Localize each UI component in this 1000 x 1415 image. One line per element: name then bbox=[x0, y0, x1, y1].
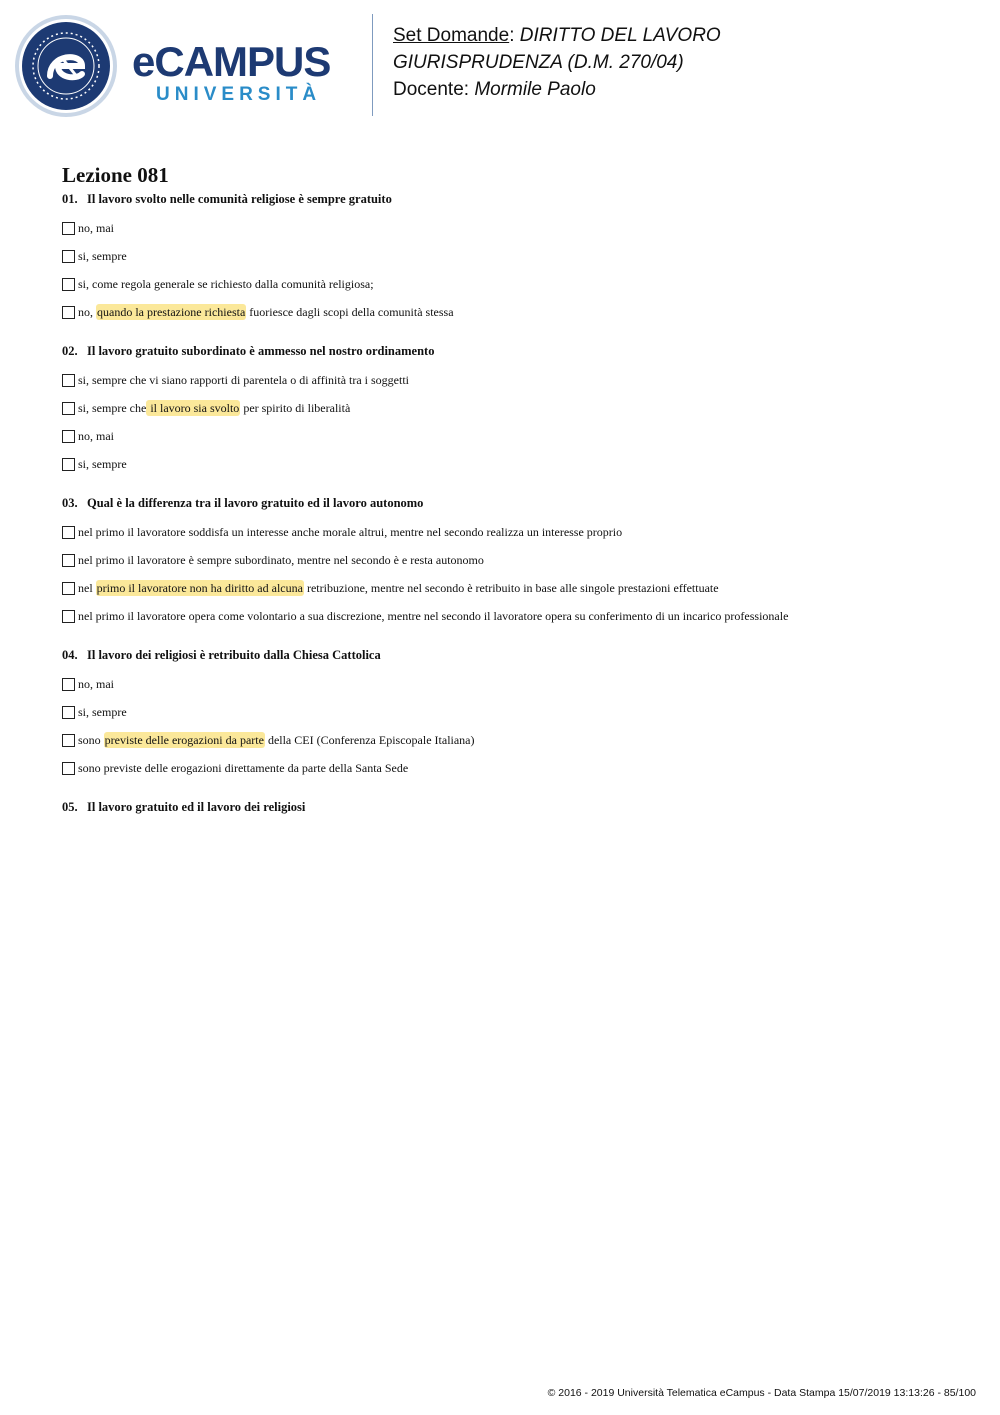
answer-highlight: previste delle erogazioni da parte bbox=[104, 732, 264, 747]
answer-option[interactable] bbox=[62, 276, 962, 292]
answer-checkbox[interactable] bbox=[62, 306, 75, 319]
answer-label bbox=[78, 221, 114, 236]
answer-checkbox[interactable] bbox=[62, 734, 75, 747]
answer-label bbox=[78, 581, 719, 596]
answer-option[interactable] bbox=[62, 524, 962, 540]
answer-label bbox=[78, 705, 127, 720]
course-value: GIURISPRUDENZA (D.M. 270/04) bbox=[393, 52, 684, 73]
answer-option[interactable] bbox=[62, 248, 962, 264]
question-text: Qual è la differenza tra il lavoro gratuito ed il lavoro autonomo bbox=[87, 496, 424, 510]
answer-text-pre: nel bbox=[78, 580, 96, 595]
answer-option[interactable] bbox=[62, 732, 962, 748]
answer-text-post: per spirito di liberalità bbox=[240, 400, 351, 415]
answer-text-pre: nel primo il lavoratore soddisfa un interesse anche morale altrui, mentre nel secondo realizza un interesse proprio bbox=[78, 524, 623, 539]
question-number: 04. bbox=[62, 648, 78, 662]
answer-text-pre: no, mai bbox=[78, 676, 114, 691]
teacher-label: Docente: bbox=[393, 79, 470, 100]
answer-checkbox[interactable] bbox=[62, 526, 75, 539]
answer-text-pre: si, sempre bbox=[78, 704, 127, 719]
answer-text-pre: no, mai bbox=[78, 428, 114, 443]
lesson-title: Lezione 081 bbox=[62, 163, 169, 187]
set-line: Set Domande: DIRITTO DEL LAVORO bbox=[393, 25, 721, 46]
answer-text-pre: si, come regola generale se richiesto dalla comunità religiosa; bbox=[78, 276, 374, 291]
answer-option[interactable] bbox=[62, 704, 962, 720]
page-header bbox=[0, 0, 1000, 130]
question-list bbox=[62, 190, 962, 816]
answer-highlight: quando la prestazione richiesta bbox=[97, 304, 246, 319]
question bbox=[62, 494, 962, 624]
answer-checkbox[interactable] bbox=[62, 278, 75, 291]
answer-label bbox=[78, 305, 454, 320]
question-text: Il lavoro gratuito subordinato è ammesso nel nostro ordinamento bbox=[87, 344, 435, 358]
question-text: Il lavoro svolto nelle comunità religiose è sempre gratuito bbox=[87, 192, 392, 206]
answer-option[interactable] bbox=[62, 760, 962, 776]
logo-main-text: eCAMPUS bbox=[132, 38, 331, 85]
quiz-content bbox=[62, 160, 962, 816]
answer-checkbox[interactable] bbox=[62, 706, 75, 719]
question-title bbox=[62, 190, 962, 208]
answer-text-post: fuoriesce dagli scopi della comunità stessa bbox=[246, 304, 454, 319]
answer-highlight: il lavoro sia svolto bbox=[147, 400, 240, 415]
answer-option[interactable] bbox=[62, 580, 962, 596]
answer-checkbox[interactable] bbox=[62, 222, 75, 235]
question-title bbox=[62, 798, 962, 816]
answer-text-pre: si, sempre bbox=[78, 456, 127, 471]
question-number: 02. bbox=[62, 344, 78, 358]
ecampus-wordmark bbox=[132, 40, 330, 106]
set-label: Set Domande bbox=[393, 25, 510, 46]
answer-checkbox[interactable] bbox=[62, 430, 75, 443]
question-text: Il lavoro gratuito ed il lavoro dei religiosi bbox=[87, 800, 306, 814]
answer-label bbox=[78, 609, 788, 624]
ecampus-seal-logo bbox=[14, 14, 118, 118]
answer-label bbox=[78, 401, 350, 416]
answer-highlight: primo il lavoratore non ha diritto ad alcuna bbox=[96, 580, 303, 595]
logo-sub-text: UNIVERSITÀ bbox=[156, 84, 322, 105]
set-value: DIRITTO DEL LAVORO bbox=[519, 25, 721, 46]
answer-text-pre: si, sempre bbox=[78, 248, 127, 263]
question-number: 05. bbox=[62, 800, 78, 814]
answer-label bbox=[78, 525, 622, 540]
answer-label bbox=[78, 457, 127, 472]
answer-checkbox[interactable] bbox=[62, 458, 75, 471]
question bbox=[62, 342, 962, 472]
question bbox=[62, 646, 962, 776]
answer-text-pre: no, bbox=[78, 304, 96, 319]
answer-text-pre: nel primo il lavoratore è sempre subordinato, mentre nel secondo è e resta autonomo bbox=[78, 552, 484, 567]
answer-text-pre: sono previste delle erogazioni direttamente da parte della Santa Sede bbox=[78, 760, 409, 775]
answer-text-pre: nel primo il lavoratore opera come volontario a sua discrezione, mentre nel secondo il lavoratore opera su conferimento di un incarico professionale bbox=[78, 608, 789, 623]
header-separator bbox=[372, 14, 373, 116]
answer-checkbox[interactable] bbox=[62, 582, 75, 595]
answer-checkbox[interactable] bbox=[62, 610, 75, 623]
answer-option[interactable] bbox=[62, 608, 962, 624]
answer-option[interactable] bbox=[62, 552, 962, 568]
answer-option[interactable] bbox=[62, 676, 962, 692]
page-footer: © 2016 - 2019 Università Telematica eCampus - Data Stampa 15/07/2019 13:13:26 - 85/100 bbox=[547, 1387, 976, 1399]
question-number: 03. bbox=[62, 496, 78, 510]
question bbox=[62, 798, 962, 816]
answer-text-post: retribuzione, mentre nel secondo è retribuito in base alle singole prestazioni effettuate bbox=[303, 580, 719, 595]
answer-label bbox=[78, 733, 475, 748]
answer-text-pre: si, sempre che vi siano rapporti di parentela o di affinità tra i soggetti bbox=[78, 372, 410, 387]
answer-label bbox=[78, 429, 114, 444]
question-title bbox=[62, 646, 962, 664]
answer-checkbox[interactable] bbox=[62, 678, 75, 691]
answer-label bbox=[78, 677, 114, 692]
answer-checkbox[interactable] bbox=[62, 402, 75, 415]
question bbox=[62, 190, 962, 320]
header-info bbox=[393, 22, 721, 103]
answer-label bbox=[78, 277, 374, 292]
answer-checkbox[interactable] bbox=[62, 374, 75, 387]
answer-label bbox=[78, 761, 408, 776]
question-text: Il lavoro dei religiosi è retribuito dalla Chiesa Cattolica bbox=[87, 648, 381, 662]
question-number: 01. bbox=[62, 192, 78, 206]
answer-option[interactable] bbox=[62, 372, 962, 388]
answer-option[interactable] bbox=[62, 304, 962, 320]
answer-label bbox=[78, 373, 409, 388]
course-line bbox=[393, 49, 721, 76]
question-title bbox=[62, 342, 962, 360]
answer-checkbox[interactable] bbox=[62, 250, 75, 263]
answer-option[interactable] bbox=[62, 456, 962, 472]
answer-text-pre: si, sempre che bbox=[78, 400, 147, 415]
teacher-value: Mormile Paolo bbox=[474, 79, 596, 100]
answer-text-pre: no, mai bbox=[78, 220, 114, 235]
answer-option[interactable] bbox=[62, 428, 962, 444]
answer-checkbox[interactable] bbox=[62, 554, 75, 567]
answer-label bbox=[78, 249, 127, 264]
answer-checkbox[interactable] bbox=[62, 762, 75, 775]
question-title bbox=[62, 494, 962, 512]
answer-option[interactable] bbox=[62, 220, 962, 236]
answer-option[interactable] bbox=[62, 400, 962, 416]
answer-text-pre: sono bbox=[78, 732, 104, 747]
answer-text-post: della CEI (Conferenza Episcopale Italiana) bbox=[264, 732, 475, 747]
teacher-line bbox=[393, 76, 721, 103]
answer-label bbox=[78, 553, 484, 568]
